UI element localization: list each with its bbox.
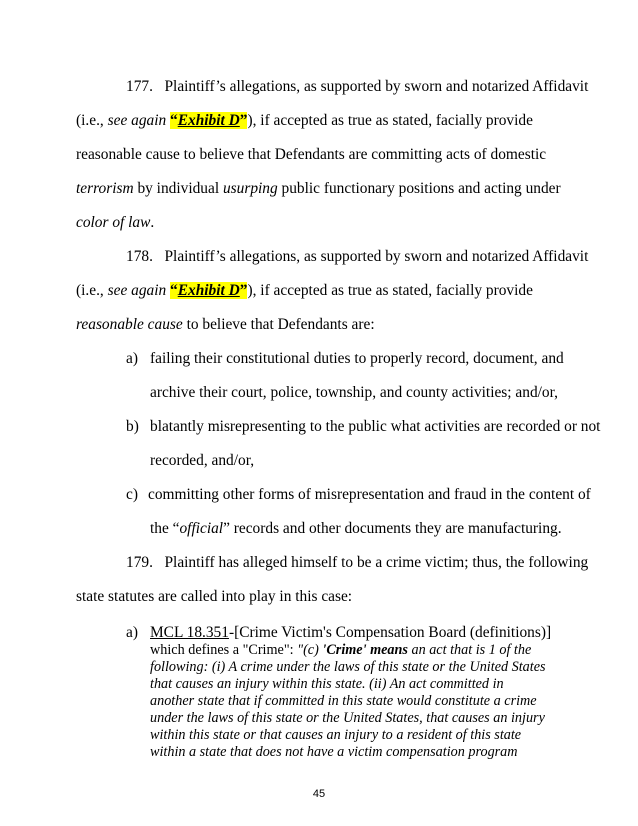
- list-item-b-line-1: blatantly misrepresenting to the public what activities are recorded or not: [150, 418, 601, 435]
- exhibit-d-label: Exhibit D: [177, 282, 240, 299]
- page-number: 45: [312, 788, 326, 800]
- statute-line-5: another state that if committed in this state would constitute a crime: [150, 693, 537, 709]
- para-178-line-2: (i.e., see again “Exhibit D”), if accepted as true as stated, facially provide: [76, 282, 533, 299]
- list-item-a-line-1: failing their constitutional duties to properly record, document, and: [150, 350, 564, 367]
- list-item-c-line-2: the “official” records and other documents they are manufacturing.: [150, 520, 562, 537]
- statute-line-2: which defines a "Crime": "(c) 'Crime' means an act that is 1 of the: [150, 642, 532, 658]
- para-178-line-1: 178. Plaintiff’s allegations, as supported by sworn and notarized Affidavit: [126, 248, 589, 265]
- statute-line-6: under the laws of this state or the United States, that causes an injury: [150, 710, 545, 726]
- list-item-c-line-1: committing other forms of misrepresentation and fraud in the content of: [148, 486, 591, 503]
- list-item-marker: a): [126, 624, 138, 641]
- statute-line-7: within this state or that causes an injury to a resident of this state: [150, 727, 522, 743]
- para-179-number: 179.: [126, 554, 153, 571]
- statute-line-1: MCL 18.351-[Crime Victim's Compensation Board (definitions)]: [150, 624, 552, 641]
- para-177-number: 177.: [126, 78, 153, 95]
- para-178-line-3: reasonable cause to believe that Defendants are:: [76, 316, 375, 333]
- list-item-marker: a): [126, 350, 138, 367]
- para-177-line-4: terrorism by individual usurping public functionary positions and acting under: [76, 180, 561, 197]
- statute-link[interactable]: MCL 18.351: [150, 624, 229, 641]
- statute-line-4: that causes an injury within this state. (ii) An act committed in: [150, 676, 504, 692]
- list-item-marker: c): [126, 486, 138, 503]
- para-177-line-5: color of law.: [76, 214, 155, 231]
- statute-line-3: following: (i) A crime under the laws of this state or the United States: [150, 659, 546, 675]
- para-177-line-2: (i.e., see again “Exhibit D”), if accepted as true as stated, facially provide: [76, 112, 533, 129]
- list-item-b-line-2: recorded, and/or,: [150, 452, 255, 469]
- list-item-a-line-2: archive their court, police, township, and county activities; and/or,: [150, 384, 558, 401]
- para-179-line-2: state statutes are called into play in this case:: [76, 588, 353, 605]
- list-item-marker: b): [126, 418, 139, 435]
- exhibit-d-highlight: “Exhibit D”: [170, 112, 248, 129]
- para-177-line-3: reasonable cause to believe that Defendants are committing acts of domestic: [76, 146, 547, 163]
- para-179-line-1: 179. Plaintiff has alleged himself to be a crime victim; thus, the following: [126, 554, 589, 571]
- exhibit-d-label: Exhibit D: [177, 112, 240, 129]
- statute-line-8: within a state that does not have a victim compensation program: [150, 744, 518, 760]
- exhibit-d-highlight: “Exhibit D”: [170, 282, 248, 299]
- para-178-number: 178.: [126, 248, 153, 265]
- para-177-line-1: 177. Plaintiff’s allegations, as supported by sworn and notarized Affidavit: [126, 78, 589, 95]
